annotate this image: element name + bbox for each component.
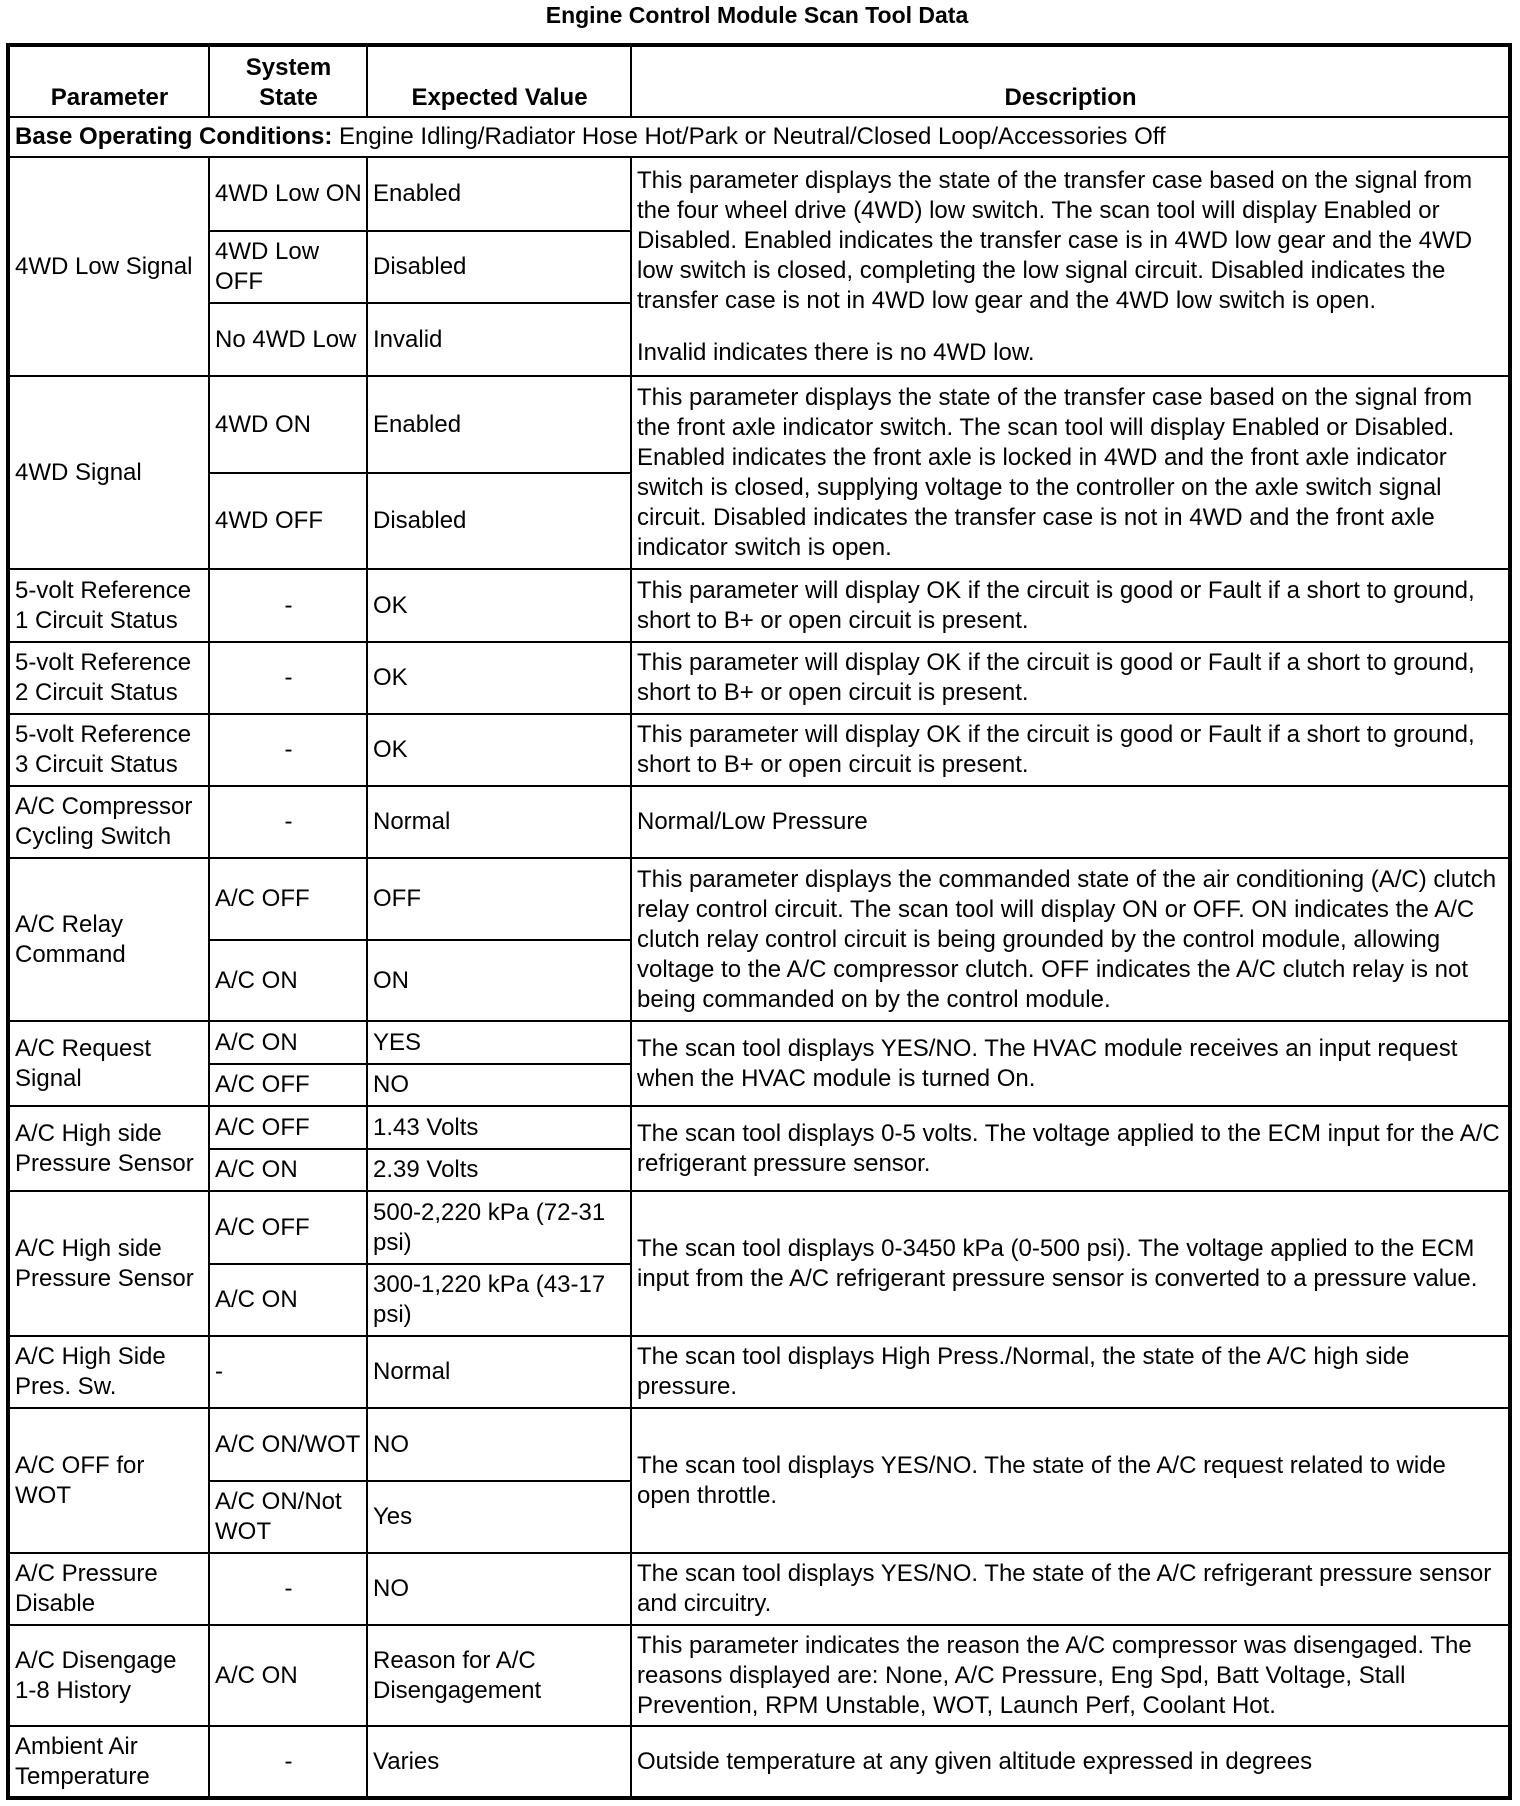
table-row bbox=[8, 858, 1510, 940]
description-cell: The scan tool displays YES/NO. The HVAC module receives an input request when the HVAC module is turned On. bbox=[631, 1021, 1510, 1106]
parameter-cell: 4WD Signal bbox=[8, 376, 209, 569]
description-text-2: Invalid indicates there is no 4WD low. bbox=[637, 338, 1035, 366]
table-row bbox=[8, 1191, 1510, 1264]
parameter-cell: A/C High side Pressure Sensor bbox=[8, 1106, 209, 1191]
state-cell: - bbox=[209, 1553, 367, 1625]
table-row bbox=[8, 1726, 1510, 1798]
state-cell: A/C OFF bbox=[209, 1106, 367, 1149]
table-row bbox=[8, 1408, 1510, 1481]
value-cell: NO bbox=[367, 1553, 631, 1625]
value-cell: 2.39 Volts bbox=[367, 1149, 631, 1191]
state-cell: A/C ON bbox=[209, 1625, 367, 1726]
value-cell: Normal bbox=[367, 1336, 631, 1408]
state-cell: A/C ON/WOT bbox=[209, 1408, 367, 1481]
value-cell: 300-1,220 kPa (43-17 psi) bbox=[367, 1264, 631, 1336]
state-cell: - bbox=[209, 1336, 367, 1408]
value-cell: NO bbox=[367, 1408, 631, 1481]
state-cell: - bbox=[209, 642, 367, 714]
description-cell: The scan tool displays High Press./Normal, the state of the A/C high side pressure. bbox=[631, 1336, 1510, 1408]
state-cell: 4WD OFF bbox=[209, 473, 367, 569]
state-cell: 4WD Low OFF bbox=[209, 231, 367, 303]
value-cell: OK bbox=[367, 642, 631, 714]
state-cell: A/C OFF bbox=[209, 1064, 367, 1106]
parameter-cell: 5-volt Reference 2 Circuit Status bbox=[8, 642, 209, 714]
value-cell: 1.43 Volts bbox=[367, 1106, 631, 1149]
state-cell: A/C ON bbox=[209, 940, 367, 1021]
table-row bbox=[8, 376, 1510, 473]
state-cell: - bbox=[209, 569, 367, 642]
value-cell: Varies bbox=[367, 1726, 631, 1798]
state-cell: A/C OFF bbox=[209, 858, 367, 940]
base-conditions bbox=[8, 117, 1510, 157]
state-cell: A/C ON bbox=[209, 1021, 367, 1064]
table-row bbox=[8, 569, 1510, 642]
description-cell: This parameter will display OK if the circuit is good or Fault if a short to ground, short to B+ or open circuit is present. bbox=[631, 642, 1510, 714]
description-cell: This parameter displays the commanded state of the air conditioning (A/C) clutch relay control circuit. The scan tool will display ON or OFF. ON indicates the A/C clutch relay control circuit is being grounded by the control module, allowing voltage to the A/C compressor clutch. OFF indicates the A/C clutch relay is not being commanded on by the control module. bbox=[631, 858, 1510, 1021]
parameter-cell: A/C Relay Command bbox=[8, 858, 209, 1021]
value-cell: NO bbox=[367, 1064, 631, 1106]
description-cell: This parameter displays the state of the transfer case based on the signal from the front axle indicator switch. The scan tool will display Enabled or Disabled. Enabled indicates the front axle is locked in 4WD and the front axle indicator switch is closed, supplying voltage to the controller on the axle switch signal circuit. Disabled indicates the transfer case is not in 4WD and the front axle indicator switch is open. bbox=[631, 376, 1510, 569]
value-cell: OK bbox=[367, 714, 631, 786]
description-cell: This parameter will display OK if the circuit is good or Fault if a short to ground, short to B+ or open circuit is present. bbox=[631, 714, 1510, 786]
value-cell: OK bbox=[367, 569, 631, 642]
table-row bbox=[8, 1625, 1510, 1726]
value-cell: Reason for A/C Disengagement bbox=[367, 1625, 631, 1726]
description-cell: The scan tool displays YES/NO. The state of the A/C refrigerant pressure sensor and circuitry. bbox=[631, 1553, 1510, 1625]
header-parameter: Parameter bbox=[8, 45, 209, 117]
state-cell: 4WD Low ON bbox=[209, 157, 367, 231]
description-cell: The scan tool displays YES/NO. The state of the A/C request related to wide open throttle. bbox=[631, 1408, 1510, 1553]
description-cell: This parameter indicates the reason the A/C compressor was disengaged. The reasons displayed are: None, A/C Pressure, Eng Spd, Batt Voltage, Stall Prevention, RPM Unstable, WOT, Launch Perf, Coolant Hot. bbox=[631, 1625, 1510, 1726]
state-cell: No 4WD Low bbox=[209, 303, 367, 376]
table-row bbox=[8, 157, 1510, 231]
table-row bbox=[8, 642, 1510, 714]
header-expected-value: Expected Value bbox=[367, 45, 631, 117]
base-conditions-label: Base Operating Conditions: bbox=[15, 123, 333, 150]
base-conditions-text: Engine Idling/Radiator Hose Hot/Park or Neutral/Closed Loop/Accessories Off bbox=[339, 123, 1166, 150]
parameter-cell: A/C Compressor Cycling Switch bbox=[8, 786, 209, 858]
value-cell: OFF bbox=[367, 858, 631, 940]
value-cell: Disabled bbox=[367, 231, 631, 303]
table-row bbox=[8, 1021, 1510, 1064]
value-cell: YES bbox=[367, 1021, 631, 1064]
table-row bbox=[8, 1553, 1510, 1625]
description-cell bbox=[631, 157, 1510, 376]
parameter-cell: 5-volt Reference 3 Circuit Status bbox=[8, 714, 209, 786]
description-cell: Normal/Low Pressure bbox=[631, 786, 1510, 858]
state-cell: A/C OFF bbox=[209, 1191, 367, 1264]
parameter-cell: 4WD Low Signal bbox=[8, 157, 209, 376]
state-cell: 4WD ON bbox=[209, 376, 367, 473]
value-cell: Disabled bbox=[367, 473, 631, 569]
value-cell: Normal bbox=[367, 786, 631, 858]
description-text: This parameter displays the state of the transfer case based on the signal from the four wheel drive (4WD) low switch. The scan tool will display Enabled or Disabled. Enabled indicates the transfer case is in 4WD low gear and the 4WD low switch is closed, completing the low signal circuit. Disabled indicates the transfer case is not in 4WD low gear and the 4WD low switch is open. bbox=[637, 166, 1473, 314]
state-cell: - bbox=[209, 714, 367, 786]
state-cell: A/C ON/Not WOT bbox=[209, 1481, 367, 1553]
header-row bbox=[8, 45, 1510, 117]
state-cell: A/C ON bbox=[209, 1264, 367, 1336]
parameter-cell: A/C Request Signal bbox=[8, 1021, 209, 1106]
value-cell: Enabled bbox=[367, 157, 631, 231]
table-row bbox=[8, 1336, 1510, 1408]
value-cell: Enabled bbox=[367, 376, 631, 473]
base-conditions-row bbox=[8, 117, 1510, 157]
header-system-state: System State bbox=[209, 45, 367, 117]
table-row bbox=[8, 786, 1510, 858]
parameter-cell: A/C High side Pressure Sensor bbox=[8, 1191, 209, 1336]
value-cell: Yes bbox=[367, 1481, 631, 1553]
description-cell: Outside temperature at any given altitude expressed in degrees bbox=[631, 1726, 1510, 1798]
state-cell: A/C ON bbox=[209, 1149, 367, 1191]
parameter-cell: Ambient Air Temperature bbox=[8, 1726, 209, 1798]
description-cell: The scan tool displays 0-5 volts. The voltage applied to the ECM input for the A/C refrigerant pressure sensor. bbox=[631, 1106, 1510, 1191]
parameter-cell: A/C High Side Pres. Sw. bbox=[8, 1336, 209, 1408]
table-row bbox=[8, 1106, 1510, 1149]
value-cell: 500-2,220 kPa (72-31 psi) bbox=[367, 1191, 631, 1264]
parameter-cell: A/C OFF for WOT bbox=[8, 1408, 209, 1553]
value-cell: ON bbox=[367, 940, 631, 1021]
table-row bbox=[8, 714, 1510, 786]
header-description: Description bbox=[631, 45, 1510, 117]
parameter-cell: 5-volt Reference 1 Circuit Status bbox=[8, 569, 209, 642]
description-cell: This parameter will display OK if the circuit is good or Fault if a short to ground, short to B+ or open circuit is present. bbox=[631, 569, 1510, 642]
document-title: Engine Control Module Scan Tool Data bbox=[545, 2, 969, 28]
parameter-cell: A/C Disengage 1-8 History bbox=[8, 1625, 209, 1726]
state-cell: - bbox=[209, 1726, 367, 1798]
value-cell: Invalid bbox=[367, 303, 631, 376]
parameter-cell: A/C Pressure Disable bbox=[8, 1553, 209, 1625]
description-cell: The scan tool displays 0-3450 kPa (0-500 psi). The voltage applied to the ECM input from the A/C refrigerant pressure sensor is converted to a pressure value. bbox=[631, 1191, 1510, 1336]
state-cell: - bbox=[209, 786, 367, 858]
scan-tool-data-table bbox=[6, 43, 1512, 1800]
